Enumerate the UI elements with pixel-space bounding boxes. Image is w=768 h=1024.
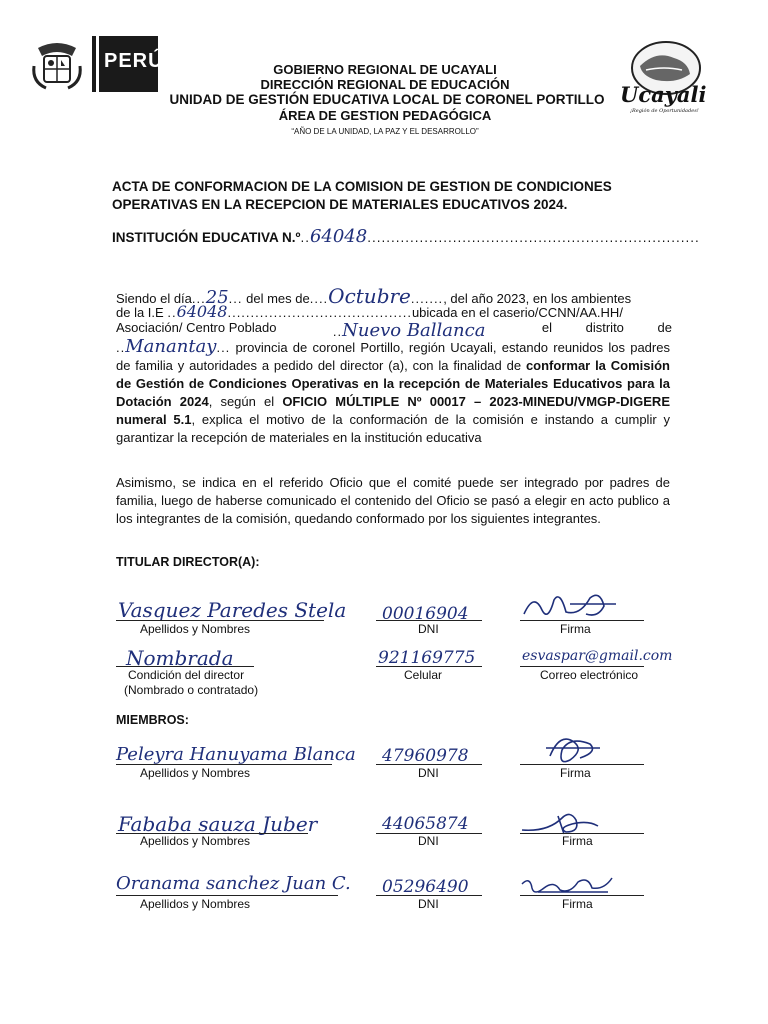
handwritten-poblado: Nuevo Ballanca (342, 320, 486, 341)
handwritten-distrito: Manantay (125, 336, 217, 357)
header-line-4: ÁREA DE GESTION PEDAGÓGICA (278, 108, 492, 123)
paragraph-2: Asimismo, se indica en el referido Oficio que el comité puede ser integrado por padres de familia, luego de haberse comunicado el contenido del Oficio se pasó a elegir en acto publico a los integrantes de la comisión, quedando conformado por los siguientes integrantes. (116, 475, 670, 526)
ucayali-logo-subtext: ¡Región de Oportunidades! (630, 108, 699, 114)
member-3-dni-label: DNI (418, 897, 439, 911)
p1-text-e: ubicada en el caserio/CCNN/AA.HH/ (411, 305, 623, 320)
peru-coat-of-arms (28, 36, 86, 94)
titular-condition-label: Condición del director (128, 668, 245, 682)
p1-text-b: del mes de (246, 291, 310, 306)
member-2-name: Fababa sauza Juber (118, 812, 318, 836)
titular-signature (520, 586, 630, 624)
institution-row: INSTITUCIÓN EDUCATIVA N.º..64048...................................................................... (112, 226, 700, 247)
p1-text-g: el distrito de (541, 320, 672, 335)
member-1-name-line (116, 764, 332, 765)
p1-bold-commission: conformar la Comisión de Gestión de Condiciones Operativas en la recepción de Materiales Educativos para la Dotación 2024 (116, 358, 670, 409)
title-line-2: OPERATIVAS EN LA RECEPCION DE MATERIALES EDUCATIVOS 2024. (112, 197, 568, 212)
p1-bold-oficio: OFICIO MÚLTIPLE Nº 00017 – 2023-MINEDU/VMGP-DIGERE numeral 5.1 (116, 394, 670, 427)
titular-email-handwritten: esvaspar@gmail.com (522, 648, 673, 664)
header-line-1: GOBIERNO REGIONAL DE UCAYALI (273, 62, 497, 77)
member-1-name: Peleyra Hanuyama Blanca (116, 744, 356, 765)
handwritten-month: Octubre (328, 284, 411, 308)
member-3-firma-label: Firma (562, 897, 593, 911)
member-3-dni: 05296490 (382, 877, 469, 897)
titular-condition-line (116, 666, 254, 667)
p1-text-d: de la I.E (116, 305, 164, 320)
ucayali-logo-text: Ucayali (620, 82, 707, 107)
member-3-firma-line (520, 895, 644, 896)
title-line-1: ACTA DE CONFORMACION DE LA COMISION DE GESTION DE CONDICIONES (112, 179, 612, 194)
titular-heading: TITULAR DIRECTOR(A): (116, 555, 260, 569)
institution-value: 64048 (309, 226, 368, 247)
titular-firma-line (520, 620, 644, 621)
institution-label: INSTITUCIÓN EDUCATIVA N.º (112, 230, 301, 245)
p1-text-f: Asociación/ Centro Poblado (116, 320, 277, 335)
member-2-dni-label: DNI (418, 834, 439, 848)
member-2-firma-label: Firma (562, 834, 593, 848)
member-1-dni-label: DNI (418, 766, 439, 780)
paragraph-1-line-1: Siendo el día...25... del mes de....Octubre......., del año 2023, en los ambientes (116, 284, 632, 308)
titular-email-label: Correo electrónico (540, 668, 639, 682)
titular-dni-handwritten: 00016904 (382, 604, 469, 624)
p1-text-c: , del año 2023, en los ambientes (443, 291, 632, 306)
titular-phone-handwritten: 921169775 (378, 648, 476, 668)
titular-firma-label: Firma (560, 622, 591, 636)
p1-text-a: Siendo el día (116, 291, 192, 306)
titular-dni-line (376, 620, 482, 621)
ucayali-logo (616, 36, 716, 120)
titular-name-handwritten: Vasquez Paredes Stela (118, 598, 347, 622)
p1-text-j: , explica el motivo de la conformación de la comisión e instando a cumplir y garantizar la recepción de materiales en la institución educativa (116, 412, 670, 445)
titular-condition-hint: (Nombrado o contratado) (124, 683, 259, 697)
handwritten-day: 25 (205, 287, 229, 308)
titular-phone-label: Celular (404, 668, 443, 682)
titular-phone-line (376, 666, 482, 667)
header-motto: “AÑO DE LA UNIDAD, LA PAZ Y EL DESARROLLO” (291, 127, 479, 136)
paragraph-1-rest: ..Manantay... provincia de coronel Portillo, región Ucayali, estando reunidos los padres de familia y autoridades a pedido del director (a), con la finalidad de conformar la Comisión de Gestión de Condiciones Operativas en la recepción de Materiales Educativos para la Dotación 2024, según el OFICIO MÚLTIPLE Nº 00017 – 2023-MINEDU/VMGP-DIGERE numeral 5.1, explica el motivo de la conformación de la comisión e instando a cumplir y garantizar la recepción de materiales en la institución educativa (116, 336, 670, 445)
member-3-dni-line (376, 895, 482, 896)
handwritten-ie: 64048 (176, 302, 228, 321)
member-1-firma-line (520, 764, 644, 765)
p1-text-i: , según el (208, 394, 275, 409)
header-line-2: DIRECCIÓN REGIONAL DE EDUCACIÓN (260, 77, 510, 92)
member-2-dni: 44065874 (382, 814, 469, 834)
p1-text-h: provincia de coronel Portillo, región Ucayali, estando reunidos los padres de familia y autoridades a pedido del director (a), con la finalidad de (116, 340, 670, 373)
header-line-3: UNIDAD DE GESTIÓN EDUCATIVA LOCAL DE CORONEL PORTILLO (169, 92, 605, 107)
paragraph-1-line-3: Asociación/ Centro Poblado ..Nuevo Ballanca el distrito de (116, 320, 672, 341)
member-3-name: Oranama sanchez Juan C. (116, 873, 351, 894)
peru-label: PERÚ (104, 50, 164, 72)
member-1-firma-label: Firma (560, 766, 591, 780)
titular-name-label: Apellidos y Nombres (140, 622, 251, 636)
titular-condition-handwritten: Nombrada (126, 646, 234, 670)
miembros-heading: MIEMBROS: (116, 713, 189, 727)
titular-name-line (116, 620, 324, 621)
titular-email-line (520, 666, 644, 667)
member-3-name-line (116, 895, 338, 896)
member-3-name-label: Apellidos y Nombres (140, 897, 251, 911)
member-1-signature (540, 730, 610, 768)
peru-brand-box (92, 36, 164, 92)
member-1-name-label: Apellidos y Nombres (140, 766, 251, 780)
document-title (112, 178, 682, 214)
paragraph-1-line-2: de la I.E ..64048........................................ubicada en el caserio/CCNN/AA.HH/ (116, 302, 623, 321)
member-1-dni-line (376, 764, 482, 765)
titular-dni-label: DNI (418, 622, 439, 636)
member-1-dni: 47960978 (382, 746, 469, 766)
member-2-name-label: Apellidos y Nombres (140, 834, 251, 848)
